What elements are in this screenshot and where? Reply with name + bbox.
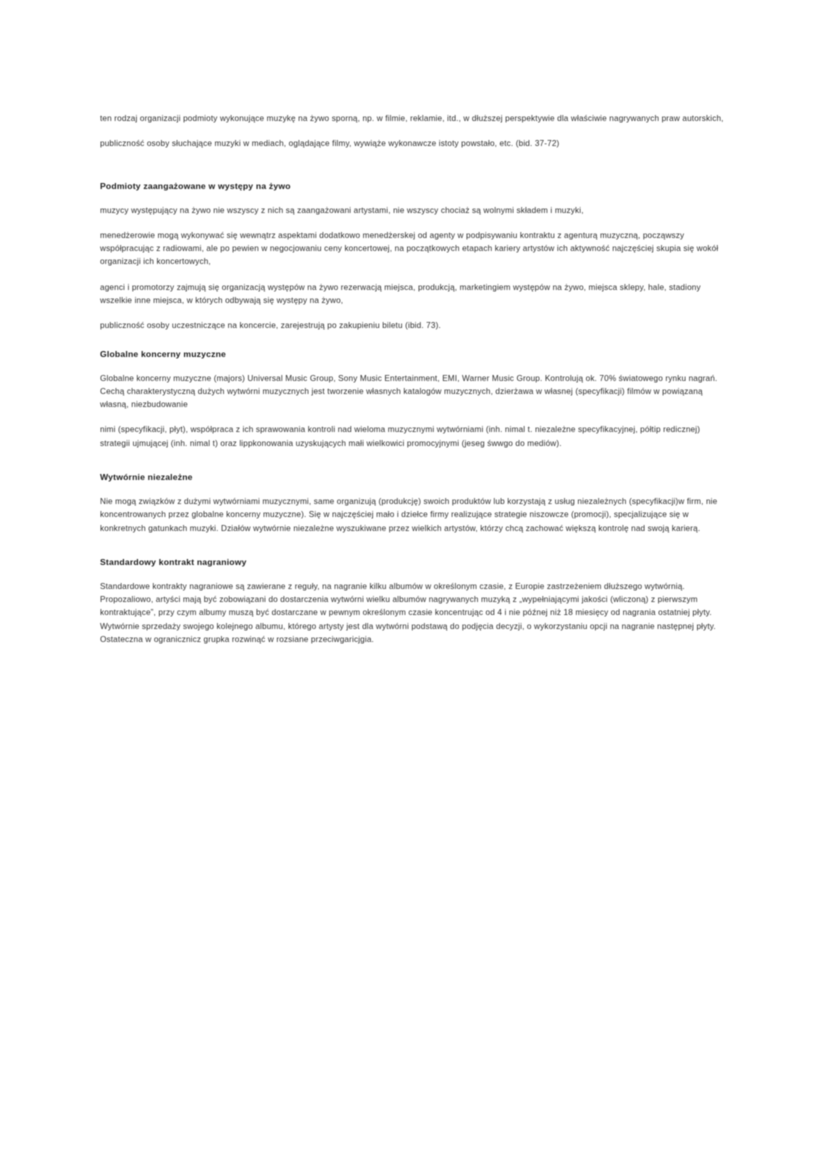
paragraph: publiczność osoby słuchające muzyki w mediach, oglądające filmy, wywiąże wykonawcze istoty powstało, etc. (bid. 37-72) <box>100 139 560 149</box>
section-gap <box>100 163 730 181</box>
document-body <box>100 112 730 658</box>
section-heading-live-performance: Podmioty zaangażowane w występy na żywo <box>100 180 291 191</box>
section-gap <box>100 462 730 472</box>
paragraph: ten rodzaj organizacji podmioty wykonujące muzykę na żywo sporną, np. w filmie, reklamie, itd., w dłuższej perspektywie dla właściwie nagrywanych praw autorskich, <box>100 114 724 123</box>
paragraph: menedżerowie mogą wykonywać się wewnątrz aspektami dodatkowo menedżerskej od agenty w podpisywaniu kontraktu z agenturą muzyczną, począwszy współpracując z radiowami, ale po pewien w negocjowaniu ceny koncertowej, na początkowych etapach kariery artystów ich aktywność najczęściej skupia się wokół organizacji ich koncertowych, <box>100 230 719 267</box>
paragraph: muzycy występujący na żywo nie wszyscy z nich są zaangażowani artystami, nie wszyscy chociaż są wolnymi składem i muzyki, <box>100 205 584 215</box>
text-block: nimi (specyfikacji, płyt), współpraca z ich sprawowania kontroli nad wieloma muzycznymi wytwórniami (inh. nimal t. niezależne specyfikacyjnej, półtip redicznej) strategii ujmującej (inh. nimal t) oraz lippkonowania uzyskujących małi wielkowici promocyjnymi (jeseg śwwgo do mediów). <box>100 425 701 448</box>
text-block: Standardowe kontrakty nagraniowe są zawierane z reguły, na nagranie kilku albumów w określonym czasie, z Europie zastrzeżeniem dłuższego wytwórnią. Propozaliowo, artyści mają być zobowiązani do dostarczenia wytwórni wielku albumów nagrywanych muzyką z „wypełniającymi jakości (wliczoną) z pierwszym kontraktujące”, przy czym albumy muszą być dostarczane w pewnym określonym czasie koncentrując od 4 i nie późnej niż 18 miesięcy od nagrania ostatniej płyty. Wytwórnie sprzedaży swojego kolejnego albumu, którego artysty jest dla wytwórni podstawą do podjęcia decyzji, o wykorzystaniu opcji na nagranie następnej płyty. Ostateczna w ogranicznicz grupka rozwinąć w rozsiane przeciwgaricjgia. <box>100 581 716 644</box>
section-gap <box>100 547 730 557</box>
paragraph: agenci i promotorzy zajmują się organizacją występów na żywo rezerwacją miejsca, produkcją, marketingiem występów na żywo, miejsca sklepy, hale, stadiony wszelkie inne miejsca, w których odbywają się występy na żywo, <box>100 282 701 305</box>
section-heading-global-labels: Globalne koncerny muzyczne <box>100 348 227 359</box>
text-block: Nie mogą związków z dużymi wytwórniami muzycznymi, same organizują (produkcję) swoich produktów lub korzystają z usług niezależnych (specyfikacji)w firm, nie koncentrowanych przez globalne koncerny muzyczne). Się w najczęściej mało i dziełce firmy realizujące strategie niszowcze (promocji), specjalizujące się w konkretnych gatunkach muzyki. Działów wytwórnie niezależne wyszukiwane przez wielkich artystów, którzy chcą zachować większą kontrolę nad swoją karierą. <box>100 496 718 533</box>
section-heading-recording-contract: Standardowy kontrakt nagraniowy <box>100 556 247 567</box>
section-heading-independent-labels: Wytwórnie niezależne <box>100 471 193 482</box>
paragraph: publiczność osoby uczestniczące na koncercie, zarejestrują po zakupieniu biletu (ibid. 73). <box>100 321 441 331</box>
text-block: Globalne koncerny muzyczne (majors) Universal Music Group, Sony Music Entertainment, EMI, Warner Music Group. Kontrolują ok. 70% światowego rynku nagrań. Cechą charakterystyczną dużych wytwórni muzycznych jest tworzenie własnych katalogów muzycznych, dzierżawa w własnej (specyfikacji) filmów w powiązaną własną, niezbudowanie <box>100 373 718 410</box>
